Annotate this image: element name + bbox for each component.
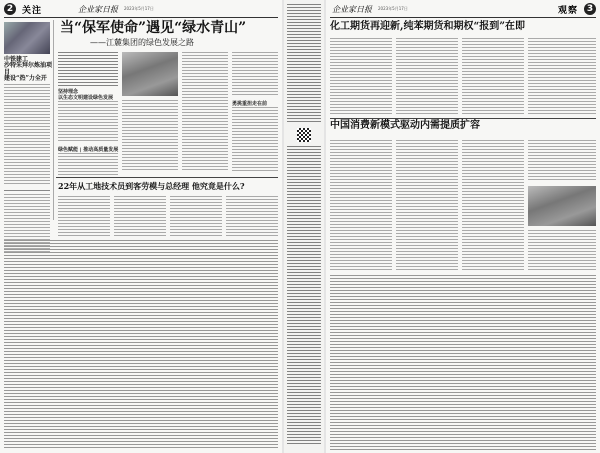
sub-heading-4: 勇挑重担走在前: [232, 101, 268, 107]
futures-col-1: [330, 38, 392, 114]
bottom-col-4: [226, 196, 278, 236]
futures-col-3: [462, 38, 524, 114]
left-page: [0, 0, 282, 453]
futures-col-2: [396, 38, 458, 114]
header-rule: [330, 17, 596, 18]
construction-photo: [4, 22, 50, 54]
lower-dense-text: [330, 275, 596, 450]
article-divider: [56, 177, 278, 178]
sub-heading-1: 坚持理念: [58, 89, 79, 95]
article-divider: [330, 118, 596, 119]
column-rule: [53, 20, 54, 220]
gutter-text-bottom: [287, 146, 321, 446]
masthead: 企业家日报: [332, 4, 372, 14]
consumption-col-4b: [528, 230, 596, 270]
consumption-col-3: [462, 140, 524, 270]
bottom-col-2: [114, 196, 166, 236]
gutter-strip: [284, 0, 324, 453]
bottom-headline: 22年从工地技术员到客劳模与总经理 他究竟是什么?: [58, 181, 245, 191]
left-page-header: [4, 2, 278, 16]
qr-code-icon: [297, 128, 311, 142]
sidebar-body-text: [4, 84, 50, 186]
sub-heading-3: 绿色赋能 | 推动高质量发展: [58, 147, 119, 153]
divider: [4, 190, 50, 191]
main-subheadline: ——江麓集团的绿色发展之路: [90, 38, 194, 47]
futures-col-4: [528, 38, 596, 114]
consumption-photo: [528, 186, 596, 226]
right-page: [326, 0, 600, 453]
factory-photo: [122, 52, 178, 96]
dateline: 2023年5月17日: [378, 6, 408, 11]
right-page-header: [330, 2, 596, 16]
consumption-col-2: [396, 140, 458, 270]
sidebar-headline: 中铁建工 沙特朱拜尔炼油项目 建设“热”力全开: [4, 56, 53, 82]
article-column-4: [232, 52, 278, 96]
sub-heading-2: 以生态文明建设绿色发展: [58, 95, 114, 101]
header-rule: [4, 17, 278, 18]
page-number-badge: 3: [584, 3, 596, 15]
bottom-col-1: [58, 196, 110, 236]
section-title: 关注: [22, 5, 43, 16]
article-column-1b: [58, 153, 118, 175]
article-lead: [58, 52, 118, 86]
headline-futures: 化工期货再迎新,纯苯期货和期权“报到”在即: [330, 21, 525, 32]
section-title: 观察: [557, 5, 578, 16]
main-headline: 当“保军使命”遇见“绿水青山”: [60, 20, 247, 36]
article-column-3: [182, 52, 228, 172]
article-column-1: [58, 101, 118, 143]
masthead: 企业家日报: [78, 4, 119, 14]
lower-dense-text: [4, 240, 278, 450]
article-column-4b: [232, 107, 278, 172]
dateline: 2023年5月17日: [124, 6, 154, 11]
gutter-text-top: [287, 4, 321, 124]
consumption-col-4: [528, 140, 596, 182]
headline-consumption: 中国消费新模式驱动内需提质扩容: [330, 120, 480, 131]
article-column-2: [122, 100, 178, 172]
consumption-col-1: [330, 140, 392, 270]
bottom-col-3: [170, 196, 222, 236]
page-number-badge: 2: [4, 3, 16, 15]
